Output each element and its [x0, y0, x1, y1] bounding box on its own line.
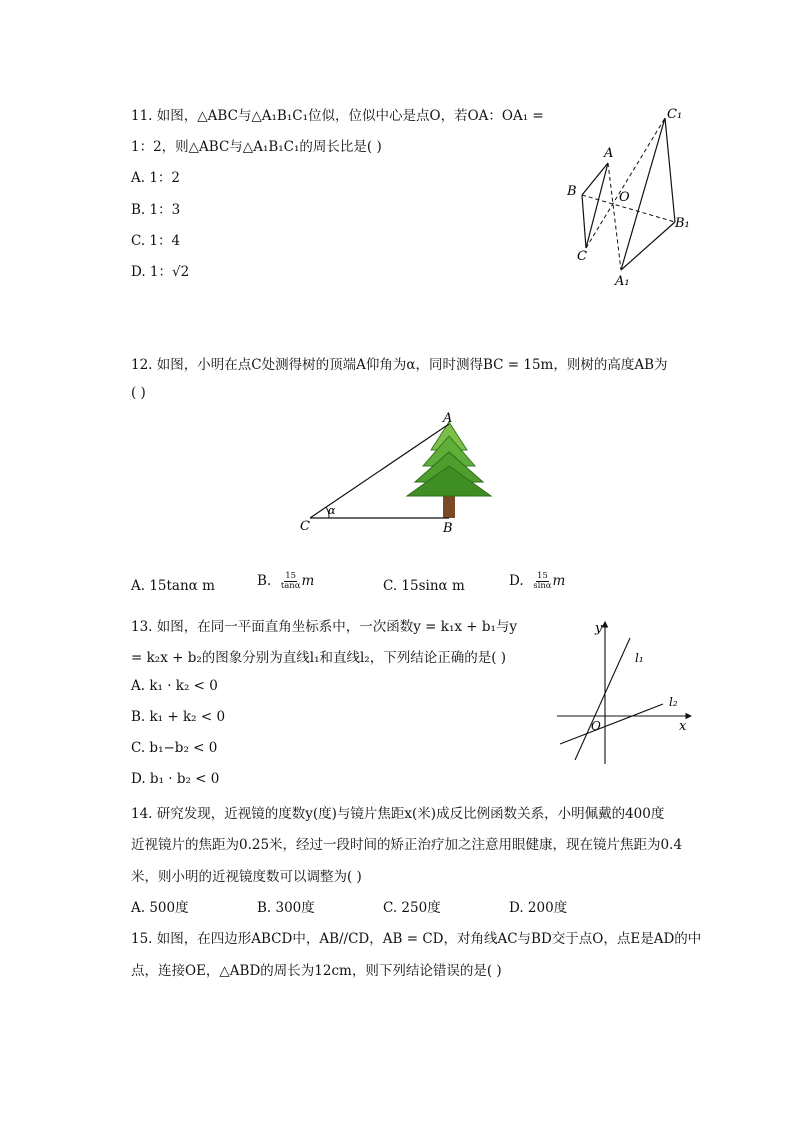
- q11-homothety-figure: [555, 100, 705, 295]
- fraction-denominator: sinα: [533, 581, 552, 591]
- q11-stem-line2: 1：2，则△ABC与△A₁B₁C₁的周长比是( ): [131, 139, 382, 155]
- q12-option-d-prefix: D.: [509, 573, 524, 589]
- fraction-numerator: 15: [285, 571, 297, 581]
- q12-label-a: A: [443, 411, 453, 426]
- q14-stem-line1: 14. 研究发现，近视镜的度数y(度)与镜片焦距x(米)成反比例函数关系，小明佩戴的400度: [131, 806, 665, 822]
- tree-icon: [407, 422, 491, 496]
- q12-stem-line2: ( ): [131, 385, 146, 401]
- q11-option-a[interactable]: A. 1：2: [131, 170, 181, 186]
- q11-option-d[interactable]: D. 1：√2: [131, 264, 190, 280]
- q13-label-l1: l₁: [635, 651, 644, 665]
- q13-stem-line2: = k₂x + b₂的图象分别为直线l₁和直线l₂，下列结论正确的是( ): [131, 650, 507, 666]
- q12-option-d[interactable]: [509, 572, 565, 591]
- line-l1: [575, 638, 630, 760]
- q13-label-o: O: [591, 719, 601, 733]
- q11-label-b1: B₁: [675, 216, 690, 231]
- q12-option-d-fraction: [533, 572, 551, 591]
- q14-option-b[interactable]: B. 300度: [257, 900, 315, 916]
- q12-label-c: C: [300, 519, 310, 534]
- q11-label-o: O: [619, 190, 630, 205]
- q12-option-b-fraction: [281, 572, 301, 591]
- q12-option-c[interactable]: C. 15sinα m: [383, 578, 465, 594]
- q11-label-c: C: [577, 249, 587, 264]
- q15-stem-line2: 点，连接OE，△ABD的周长为12cm，则下列结论错误的是( ): [131, 963, 502, 979]
- q14-option-a[interactable]: A. 500度: [131, 900, 189, 916]
- q13-label-x: x: [679, 719, 687, 734]
- q12-option-b[interactable]: [257, 572, 314, 591]
- fraction-numerator: 15: [536, 571, 548, 581]
- fraction-denominator: tanα: [280, 581, 301, 591]
- q14-stem-line3: 米，则小明的近视镜度数可以调整为( ): [131, 869, 362, 885]
- q12-option-b-unit: m: [301, 573, 315, 589]
- q12-stem-line1: 12. 如图，小明在点C处测得树的顶端A仰角为α，同时测得BC = 15m，则树的高度AB为: [131, 357, 668, 373]
- q11-label-b: B: [567, 184, 577, 199]
- q11-stem-line1: 11. 如图，△ABC与△A₁B₁C₁位似，位似中心是点O，若OA：OA₁ =: [131, 108, 544, 124]
- q11-label-c1: C₁: [667, 107, 683, 122]
- q11-option-c[interactable]: C. 1：4: [131, 233, 181, 249]
- q12-tree-figure: [295, 408, 505, 538]
- q12-option-a[interactable]: A. 15tanα m: [131, 578, 215, 594]
- q11-label-a: A: [604, 146, 614, 161]
- line-l2: [560, 704, 663, 744]
- q14-stem-line2: 近视镜片的焦距为0.25米，经过一段时间的矫正治疗加之注意用眼健康，现在镜片焦距为0.4: [131, 837, 683, 853]
- q13-stem-line1: 13. 如图，在同一平面直角坐标系中，一次函数y = k₁x + b₁与y: [131, 619, 518, 635]
- q13-option-a[interactable]: A. k₁ · k₂ < 0: [131, 678, 218, 694]
- q13-option-d[interactable]: D. b₁ · b₂ < 0: [131, 771, 220, 787]
- q11-option-b[interactable]: B. 1：3: [131, 202, 181, 218]
- q15-stem-line1: 15. 如图，在四边形ABCD中，AB//CD，AB = CD，对角线AC与BD交于点O，点E是AD的中: [131, 931, 702, 947]
- q14-option-c[interactable]: C. 250度: [383, 900, 441, 916]
- q12-option-d-unit: m: [552, 573, 566, 589]
- q13-option-b[interactable]: B. k₁ + k₂ < 0: [131, 709, 226, 725]
- q13-coordinate-figure: [555, 612, 700, 767]
- q12-option-b-prefix: B.: [257, 573, 272, 589]
- q14-option-d[interactable]: D. 200度: [509, 900, 568, 916]
- q13-label-y: y: [595, 621, 603, 636]
- q12-label-alpha: α: [328, 504, 336, 517]
- q13-label-l2: l₂: [669, 695, 678, 709]
- q11-label-a1: A₁: [615, 274, 630, 289]
- q12-label-b: B: [443, 521, 453, 536]
- q13-option-c[interactable]: C. b₁−b₂ < 0: [131, 740, 218, 756]
